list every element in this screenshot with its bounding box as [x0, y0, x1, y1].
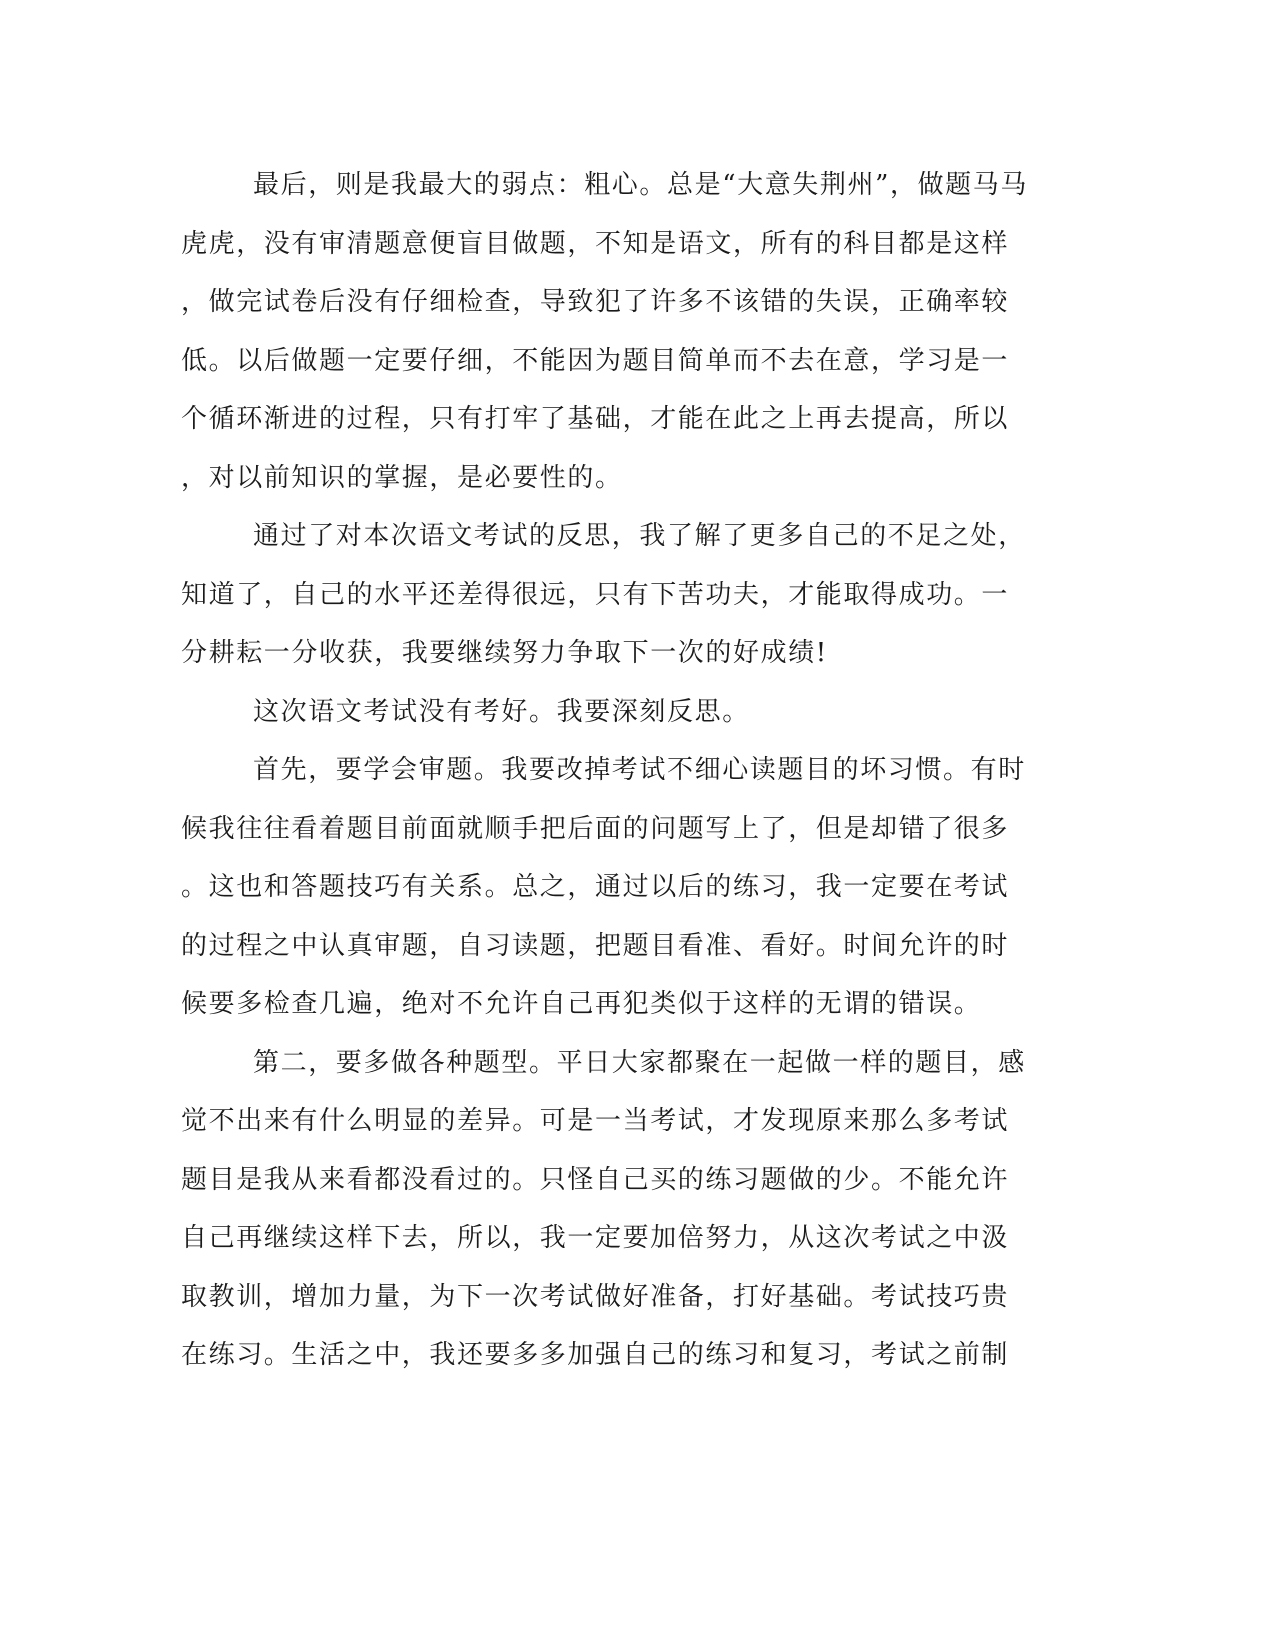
text-line: ，对以前知识的掌握，是必要性的。	[181, 462, 623, 493]
text-line: 分耕耘一分收获，我要继续努力争取下一次的好成绩!	[181, 638, 828, 668]
text-line: 在练习。生活之中，我还要多多加强自己的练习和复习，考试之前制	[181, 1340, 1010, 1370]
text-line: 自己再继续这样下去，所以，我一定要加倍努力，从这次考试之中汲	[181, 1223, 1010, 1253]
text-line: 觉不出来有什么明显的差异。可是一当考试，才发现原来那么多考试	[181, 1106, 1010, 1136]
document-body	[181, 156, 1028, 1385]
text-line: 题目是我从来看都没看过的。只怪自己买的练习题做的少。不能允许	[181, 1164, 1010, 1195]
text-line: 候我往往看着题目前面就顺手把后面的问题写上了，但是却错了很多	[181, 813, 1010, 844]
text-line: 个循环渐进的过程，只有打牢了基础，才能在此之上再去提高，所以	[181, 404, 1010, 434]
text-line: 候要多检查几遍，绝对不允许自己再犯类似于这样的无谓的错误。	[181, 989, 982, 1019]
text-line: 低。以后做题一定要仔细，不能因为题目简单而不去在意，学习是一	[181, 345, 1010, 376]
text-line: 首先，要学会审题。我要改掉考试不细心读题目的坏习惯。有时	[253, 755, 1026, 785]
text-line: ，做完试卷后没有仔细检查，导致犯了许多不该错的失误，正确率较	[181, 287, 1010, 317]
text-line: 。这也和答题技巧有关系。总之，通过以后的练习，我一定要在考试	[181, 872, 1010, 902]
text-line: 第二，要多做各种题型。平日大家都聚在一起做一样的题目，感	[253, 1047, 1026, 1078]
text-line: 虎虎，没有审清题意便盲目做题，不知是语文，所有的科目都是这样	[181, 228, 1010, 259]
text-line: 知道了，自己的水平还差得很远，只有下苦功夫，才能取得成功。一	[181, 579, 1010, 610]
text-line: 的过程之中认真审题，自习读题，把题目看准、看好。时间允许的时	[181, 930, 1010, 961]
text-line: 这次语文考试没有考好。我要深刻反思。	[253, 696, 750, 727]
text-line: 通过了对本次语文考试的反思，我了解了更多自己的不足之处，	[253, 521, 1026, 551]
text-line: 取教训，增加力量，为下一次考试做好准备，打好基础。考试技巧贵	[181, 1281, 1010, 1312]
text-line: 最后，则是我最大的弱点：粗心。总是“大意失荆州”，做题马马	[253, 170, 1028, 200]
